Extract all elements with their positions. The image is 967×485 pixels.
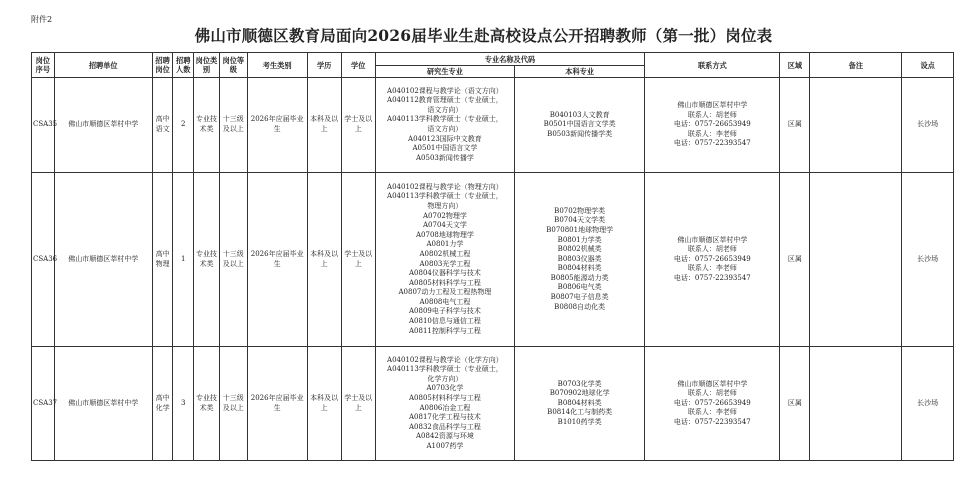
contact-line: 电话：0757-26653949	[673, 120, 751, 129]
venue-cell: 长沙场	[902, 78, 954, 173]
undergrad-major: B0804材料类	[557, 398, 602, 407]
remark-cell	[810, 347, 902, 461]
attachment-label: 附件2	[31, 15, 53, 24]
postgrad-major: A040113学科教学硕士（专业硕士，	[387, 192, 503, 201]
header-degree: 学位	[341, 53, 375, 78]
level-cell: 十三级及以上	[219, 78, 247, 173]
postgrad-major: A1007药学	[426, 441, 464, 450]
postgrad-major: A0807动力工程及工程热物理	[398, 288, 492, 297]
table-row	[32, 173, 954, 347]
postgrad-major: A0817化学工程与技术	[408, 413, 481, 422]
level-cell: 十三级及以上	[219, 173, 247, 347]
postgrad-major: A0708地球物理学	[415, 230, 474, 239]
postgrad-major: A0501中国语言文学	[412, 144, 478, 153]
examinee-cell: 2026年应届毕业生	[247, 347, 307, 461]
postgrad-majors-cell	[375, 173, 514, 347]
header-venue: 设点	[902, 53, 954, 78]
header-unit: 招聘单位	[54, 53, 152, 78]
postgrad-major: A0702物理学	[422, 211, 467, 220]
contact-line: 佛山市顺德区莘村中学	[677, 379, 748, 388]
contact-line: 联系人：胡老师	[687, 389, 737, 398]
page-title: 佛山市顺德区教育局面向2026届毕业生赴高校设点公开招聘教师（第一批）岗位表	[194, 26, 773, 45]
education-cell: 本科及以上	[307, 78, 341, 173]
recruitment-table	[31, 52, 954, 461]
postgrad-major: A0805材料科学与工程	[408, 393, 481, 402]
undergrad-major: B040103人文教育	[549, 110, 610, 119]
header-count: 招聘人数	[173, 53, 194, 78]
header-major-group: 专业名称及代码	[375, 53, 644, 66]
postgrad-major: A0806冶金工程	[419, 403, 471, 412]
contact-line: 电话：0757-22393547	[673, 273, 751, 282]
level-cell: 十三级及以上	[219, 347, 247, 461]
post-no-cell: CSA36	[32, 173, 55, 347]
header-examinee: 考生类别	[247, 53, 307, 78]
remark-cell	[810, 78, 902, 173]
region-cell: 区属	[780, 347, 810, 461]
undergrad-major: B0808自动化类	[554, 302, 606, 311]
table-row	[32, 347, 954, 461]
degree-cell: 学士及以上	[341, 78, 375, 173]
contact-cell	[645, 347, 780, 461]
postgrad-major: A040102课程与教学论（化学方向）	[387, 355, 503, 364]
undergrad-major: B0802机械类	[557, 245, 602, 254]
header-post: 招聘岗位	[152, 53, 173, 78]
postgrad-major: 物理方向）	[427, 201, 463, 210]
contact-line: 联系人：李老师	[687, 129, 737, 138]
undergrad-major: B0806电气类	[557, 283, 602, 292]
category-cell: 专业技术类	[194, 78, 220, 173]
contact-line: 电话：0757-22393547	[673, 417, 751, 426]
venue-cell: 长沙场	[902, 173, 954, 347]
remark-cell	[810, 173, 902, 347]
header-level: 岗位等级	[219, 53, 247, 78]
header-postgrad: 研究生专业	[375, 66, 514, 78]
venue-cell: 长沙场	[902, 347, 954, 461]
undergrad-majors-cell	[515, 173, 645, 347]
category-cell: 专业技术类	[194, 347, 220, 461]
post-cell: 高中语文	[152, 78, 173, 173]
unit-cell: 佛山市顺德区莘村中学	[54, 347, 152, 461]
postgrad-major: A040113学科教学硕士（专业硕士，	[387, 365, 503, 374]
examinee-cell: 2026年应届毕业生	[247, 78, 307, 173]
header-category: 岗位类别	[194, 53, 220, 78]
undergrad-major: B070902地球化学	[549, 389, 610, 398]
contact-line: 联系人：胡老师	[687, 245, 737, 254]
postgrad-major: A0704天文学	[422, 221, 467, 230]
postgrad-major: A0703化学	[426, 384, 464, 393]
undergrad-major: B0704天文学类	[554, 216, 606, 225]
post-cell: 高中化学	[152, 347, 173, 461]
undergrad-major: B0807电子信息类	[550, 293, 609, 302]
contact-line: 电话：0757-22393547	[673, 139, 751, 148]
unit-cell: 佛山市顺德区莘村中学	[54, 78, 152, 173]
postgrad-major: A040113学科教学硕士（专业硕士，	[387, 115, 503, 124]
postgrad-major: A0802机械工程	[419, 249, 471, 258]
unit-cell: 佛山市顺德区莘村中学	[54, 173, 152, 347]
undergrad-major: B1010药学类	[557, 417, 602, 426]
count-cell: 1	[173, 173, 194, 347]
count-cell: 3	[173, 347, 194, 461]
header-post-no: 岗位序号	[32, 53, 55, 78]
postgrad-major: 语文方向）	[427, 125, 463, 133]
education-cell: 本科及以上	[307, 173, 341, 347]
post-no-cell: CSA35	[32, 78, 55, 173]
postgrad-major: 语文方向）	[427, 105, 463, 114]
postgrad-major: A0810信息与通信工程	[408, 317, 481, 326]
undergrad-major: B070801地球物理学	[546, 225, 614, 234]
header-contact: 联系方式	[645, 53, 780, 78]
postgrad-major: A0801力学	[426, 240, 464, 249]
region-cell: 区属	[780, 173, 810, 347]
category-cell: 专业技术类	[194, 173, 220, 347]
undergrad-major: B0503新闻传播学类	[547, 129, 613, 138]
postgrad-major: A0811控制科学与工程	[408, 326, 481, 335]
postgrad-major: A040102课程与教学论（物理方向）	[387, 182, 503, 191]
postgrad-major: A0809电子科学与技术	[408, 307, 481, 316]
contact-line: 电话：0757-26653949	[673, 398, 751, 407]
table-row	[32, 78, 954, 173]
postgrad-majors-cell	[375, 78, 514, 173]
postgrad-major: A0808电气工程	[419, 297, 471, 306]
postgrad-major: A040102课程与教学论（语文方向）	[387, 86, 503, 95]
undergrad-major: B0801力学类	[557, 235, 602, 244]
header-region: 区域	[780, 53, 810, 78]
postgrad-major: A0805材料科学与工程	[408, 278, 481, 287]
postgrad-major: A0804仪器科学与技术	[408, 269, 481, 278]
contact-line: 联系人：胡老师	[687, 110, 737, 119]
undergrad-major: B0804材料类	[557, 264, 602, 273]
contact-line: 佛山市顺德区莘村中学	[677, 101, 748, 110]
header-undergrad: 本科专业	[515, 66, 645, 78]
degree-cell: 学士及以上	[341, 173, 375, 347]
post-no-cell: CSA37	[32, 347, 55, 461]
contact-cell	[645, 173, 780, 347]
undergrad-majors-cell	[515, 78, 645, 173]
postgrad-major: A0503新闻传播学	[415, 153, 474, 162]
header-remark: 备注	[810, 53, 902, 78]
contact-line: 佛山市顺德区莘村中学	[677, 235, 748, 244]
contact-cell	[645, 78, 780, 173]
postgrad-major: A040123国际中文教育	[408, 134, 482, 143]
region-cell: 区属	[780, 78, 810, 173]
contact-line: 联系人：李老师	[687, 408, 737, 417]
undergrad-major: B0703化学类	[557, 379, 602, 388]
examinee-cell: 2026年应届毕业生	[247, 173, 307, 347]
undergrad-major: B0805能源动力类	[550, 273, 609, 282]
undergrad-major: B0702物理学类	[554, 206, 606, 215]
education-cell: 本科及以上	[307, 347, 341, 461]
undergrad-major: B0501中国语言文学类	[543, 120, 616, 129]
contact-line: 联系人：李老师	[687, 264, 737, 273]
degree-cell: 学士及以上	[341, 347, 375, 461]
undergrad-major: B0814化工与制药类	[547, 408, 613, 417]
undergrad-major: B0803仪器类	[557, 254, 602, 263]
count-cell: 2	[173, 78, 194, 173]
postgrad-major: A0842资源与环境	[415, 432, 474, 441]
postgrad-major: 化学方向）	[427, 374, 463, 383]
undergrad-majors-cell	[515, 347, 645, 461]
post-cell: 高中物理	[152, 173, 173, 347]
contact-line: 电话：0757-26653949	[673, 254, 751, 263]
header-education: 学历	[307, 53, 341, 78]
postgrad-major: A0803光学工程	[419, 259, 471, 268]
postgrad-majors-cell	[375, 347, 514, 461]
postgrad-major: A0832食品科学与工程	[408, 422, 481, 431]
postgrad-major: A040112教育管理硕士（专业硕士，	[387, 96, 503, 105]
